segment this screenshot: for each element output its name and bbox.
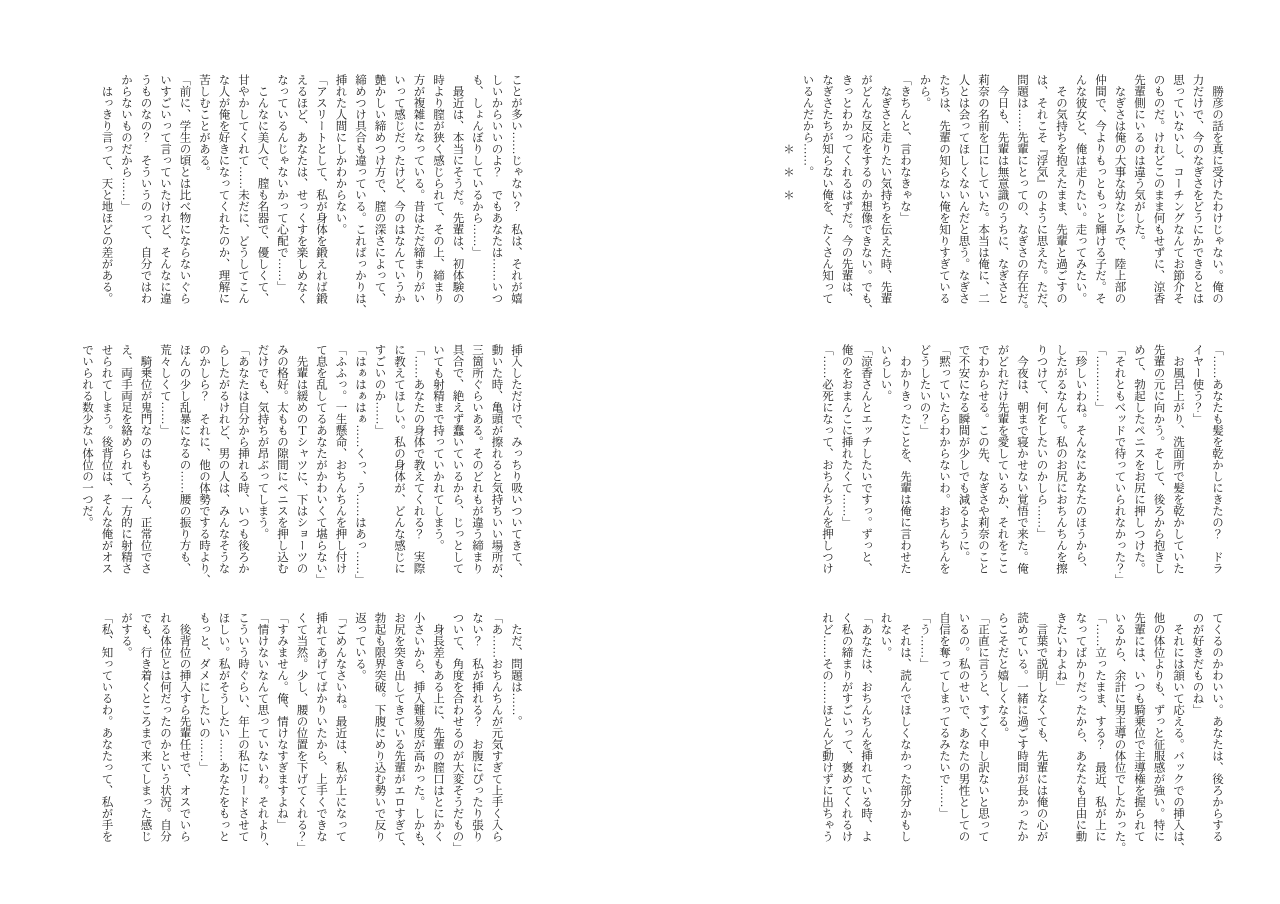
text-line: ついて、角度を合わせるのが大変そうだもの」	[451, 612, 464, 854]
text-line: も、しょんぼりしているから……」	[471, 74, 483, 258]
text-line: 時より膣が狭く感じられて、その上、締まり	[432, 74, 444, 304]
text-line: いるの。私のせいで、あなたの男性としての	[957, 612, 970, 842]
text-line: めて、勃起したペニスをお尻に押しつけた。	[1133, 344, 1145, 574]
text-line: いって感じだったけど、今のはなんていうか	[393, 74, 405, 304]
text-line: なぎさと走りたい気持ちを伝えた時、先輩	[879, 74, 892, 304]
text-line: みの格好。太ももの隙間にペニスを押し込む	[276, 344, 288, 574]
text-line: その気持ちを抱えたまま、先輩と過ごすの	[1055, 74, 1067, 304]
text-line: 「あ……おちんちんが元気すぎて上手く入ら	[490, 612, 503, 842]
text-line: いるから、余計に男主導の体位でしたかった。	[1113, 612, 1126, 854]
text-line: お尻を突き出してきている先輩がエロすぎて、	[393, 612, 405, 854]
text-line: から。	[918, 74, 931, 109]
text-line: らしたがるけれど、男の人は、みんなそうな	[217, 344, 230, 574]
text-line: てくるのかわいい。あなたは、後ろからする	[1211, 612, 1223, 842]
text-line: でも、行き着くところまで来てしまった感じ	[139, 612, 152, 842]
text-line: ことが多い……じゃない？ 私は、それが嬉	[510, 74, 522, 304]
text-line: 先輩には、いつも騎乗位で主導権を握られて	[1133, 612, 1145, 842]
text-line: いすごいって言っていたけれど、そんなに違	[159, 74, 171, 304]
text-line: 「すみません。俺、情けなすぎますよね」	[276, 612, 288, 831]
text-line: 「きちんと、言わなきゃな」	[899, 74, 911, 224]
text-line: 「はぁはぁはぁ……くっ、う……はあっ……」	[354, 344, 366, 586]
page-right	[640, 0, 1280, 904]
text-line: は、それこそ『浮気』のように思えた。ただ、	[1035, 74, 1048, 316]
text-line: 「私、知っているわ。あなたって、私が手を	[100, 612, 113, 842]
text-line: 挿れた人間にしかわからない。	[334, 74, 347, 235]
text-line: がする。	[120, 612, 132, 658]
text-line: えるほど、あなたは、せっくすを楽しめなく	[295, 74, 308, 304]
text-line: 身長差もある上に、先輩の膣口はとにかく	[432, 612, 444, 842]
text-line: 問題は……先輩にとっての、なぎさの存在だ。	[1016, 74, 1028, 316]
text-line: 自信を奪ってしまってるみたいで……」	[938, 612, 950, 819]
text-block-right-top	[778, 74, 1227, 316]
text-line: 小さいから、挿入難易度が高かった。しかも、	[412, 612, 425, 854]
text-line: しいからいいのよ？ でもあなたは……いつ	[490, 74, 503, 304]
text-line: 「…………」	[1094, 344, 1106, 413]
text-line: て息を乱してるあなたがかわいくて堪らない」	[315, 344, 327, 586]
text-line: 人とは会ってほしくないんだと思う。なぎさ	[957, 74, 970, 304]
text-line: んな彼女と、俺は走りたい。走ってみたい。	[1074, 74, 1087, 304]
text-line: 今日も、先輩は無意識のうちに、なぎさと	[996, 74, 1009, 304]
text-line: ＊ ＊ ＊	[782, 74, 794, 201]
text-line: で不安になる瞬間が少しでも減るように。	[957, 344, 970, 563]
text-line: 「あなたは自分から挿れる時、いつも後ろか	[237, 344, 249, 574]
text-line: 「それともベッドで待っていられなかった？」	[1113, 344, 1126, 586]
text-line: な人が俺を好きになってくれたのか、理解に	[217, 74, 230, 304]
text-line: ほんの少し乱暴になるの……腰の振り方も、	[178, 344, 191, 574]
text-line: きっとわかってくれるはずだ。今の先輩は、	[840, 74, 853, 304]
text-line: わかりきったことを、先輩は俺に言わせた	[899, 344, 911, 574]
text-line: せられてしまう。後背位は、そんな俺がオス	[100, 344, 113, 574]
text-line: 最近は、本当にそうだ。先輩は、初体験の	[451, 74, 464, 304]
text-line: 先輩の元に向かう。そして、後ろから抱きし	[1152, 344, 1165, 574]
text-line: れる体位とは何だったのかという状況。自分	[159, 612, 171, 842]
text-line: 「……あなたの身体で教えてくれる？ 実際	[412, 344, 425, 574]
text-line: ほしい。私がそうしたい……あなたをもっと	[217, 612, 230, 842]
text-line: 力だけで、今のなぎさをどうにかできるとは	[1191, 74, 1204, 304]
text-line: 先輩は緩めのＴシャツに、下はショーツの	[295, 344, 308, 574]
text-line: くて当然。少し、腰の位置を下げてくれる？」	[295, 612, 308, 854]
text-line: 「ふふっ。一生懸命、おちんちんを押し付け	[334, 344, 347, 574]
text-line: 「珍しいわね。そんなにあなたのほうから、	[1074, 344, 1087, 574]
text-line: のものだ。けれどこのまま何もせずに、涼香	[1152, 74, 1165, 304]
text-line: 「前に、学生の頃とは比べ物にならないぐら	[178, 74, 191, 304]
text-line: 「……あなたも髪を乾かしにきたの？ ドラ	[1211, 344, 1223, 574]
text-block-right-middle	[817, 344, 1227, 586]
text-line: イヤー使う？」	[1191, 344, 1204, 425]
text-line: 「正直に言うと、すごく申し訳ないと思って	[977, 612, 989, 842]
text-line: お風呂上がり、洗面所で髪を乾かしていた	[1172, 344, 1184, 574]
text-line: いるんだから……。	[801, 74, 814, 178]
text-line: 勝彦の話を真に受けたわけじゃない。俺の	[1211, 74, 1223, 304]
text-line: なってばかりだったから、あなたも自由に動	[1074, 612, 1087, 842]
text-line: こんなに美人で、膣も名器で、優しくて、	[256, 74, 269, 304]
text-line: 「アスリートとして、私が身体を鍛えれば鍛	[315, 74, 327, 304]
text-line: 読めている。一緒に過ごす時間が長かったか	[1016, 612, 1028, 842]
text-line: 苦しむことがある。	[198, 74, 210, 178]
text-line: れない。	[879, 612, 892, 658]
text-line: はっきり言って、天と地ほどの差がある。	[100, 74, 113, 304]
text-line: 「ごめんなさいね。最近は、私が上になって	[334, 612, 347, 842]
text-line: 思っていないし、コーチングなんてお節介そ	[1172, 74, 1184, 304]
text-line: なぎさたちが知らない俺を、たくさん知って	[821, 74, 833, 304]
text-line: 俺のをおまんこに挿れたくて……」	[840, 344, 853, 528]
text-line: 仲間で、今よりもっともっと輝ける子だ。そ	[1094, 74, 1106, 304]
text-line: に教えてほしい。私の身体が、どんな感じに	[393, 344, 405, 574]
text-line: 「う……」	[918, 612, 931, 670]
text-line: のが好きだものね」	[1191, 612, 1204, 716]
text-line: うものなの？ そういうのって、自分ではわ	[139, 74, 152, 304]
text-line: 挿れてあげてばかりいたから、上手くできな	[315, 612, 327, 842]
text-line: 動いた時、亀頭が擦れると気持ちいい場所が、	[490, 344, 503, 586]
text-line: こういう時ぐらい、年上の私にリードさせて	[237, 612, 249, 842]
text-line: 「……立ったまま、する？ 最近、私が上に	[1094, 612, 1106, 842]
text-block-left-bottom	[96, 612, 525, 854]
text-line: ただ、問題は……。	[510, 612, 522, 727]
text-line: らこそだと嬉しくなる。	[996, 612, 1009, 739]
text-line: 「黙っていたらわからないわ。おちんちんを	[938, 344, 950, 574]
text-line: 「あなたは、おちんちんを挿れている時、よ	[860, 612, 872, 842]
text-block-left-top	[96, 74, 525, 316]
text-line: それには頷いて応える。バックでの挿入は、	[1172, 612, 1184, 854]
text-line: 言葉で説明しなくても、先輩には俺の心が	[1035, 612, 1048, 842]
text-line: 甘やかしてくれて……未だに、どうしてこん	[237, 74, 249, 304]
text-line: なぎさは俺の大事な幼なじみで、陸上部の	[1113, 74, 1126, 304]
text-line: すごいのか……」	[373, 344, 386, 436]
text-line: 挿入しただけで、みっちり吸いついてきて、	[510, 344, 522, 574]
text-block-left-middle	[77, 344, 526, 586]
text-line: く私の締まりがすごいって、褒めてくれるけ	[840, 612, 853, 842]
text-line: え、両手両足を絡められて、一方的に射精さ	[120, 344, 132, 574]
text-line: きたいわよね」	[1055, 612, 1067, 693]
text-line: 艶かしい締めつけ方で、膣の深さによって、	[373, 74, 386, 304]
text-line: 荒々しくて……」	[159, 344, 171, 436]
text-line: 莉奈の名前を口にしていた。本当は俺に、二	[977, 74, 989, 304]
text-line: 騎乗位が鬼門なのはもちろん、正常位でさ	[139, 344, 152, 574]
text-line: 「情けないなんて思っていないわ。それより、	[256, 612, 269, 854]
text-line: がどんな反応をするのか想像できない。でも、	[860, 74, 872, 316]
text-line: 先輩側にいるのは違う気がした。	[1133, 74, 1145, 247]
text-line: それは、読んでほしくなかった部分かもし	[899, 612, 911, 842]
text-line: なっているんじゃないかって心配で……」	[276, 74, 288, 293]
text-line: 具合で、絶えず蠢いているから、じっとして	[451, 344, 464, 574]
text-line: 方が複雑になっている。昔はただ締まりがい	[412, 74, 425, 304]
text-line: いらしい。	[879, 344, 892, 402]
text-line: たちは、先輩の知らない俺を知りすぎている	[938, 74, 950, 304]
text-line: 返っている。	[354, 612, 366, 681]
text-line: でいられる数少ない体位の一つだ。	[81, 344, 93, 528]
text-line: だけでも、気持ちが昂ぶってしまう。	[256, 344, 269, 540]
text-line: 後背位の挿入すら先輩任せで、オスでいら	[178, 612, 191, 842]
text-line: どうしたいの？」	[918, 344, 931, 436]
text-line: いても射精まで持っていかれてしまう。	[432, 344, 444, 551]
text-line: でわからせる。この先、なぎさや莉奈のこと	[977, 344, 989, 574]
text-line: もっと、ダメにしたいの……」	[198, 612, 210, 773]
text-line: 他の体位よりも、ずっと征服感が強い。特に	[1152, 612, 1165, 842]
text-line: りつけて、何をしたいのかしら……」	[1035, 344, 1048, 540]
text-line: 三箇所ぐらいある。そのどれもが違う締まり	[471, 344, 483, 574]
text-line: のかしら？ それに、他の体勢でする時より、	[198, 344, 210, 586]
text-line: れど……その……ほとんど動けずに出ちゃう	[821, 612, 833, 842]
text-line: したがるなんて。私のお尻におちんちんを擦	[1055, 344, 1067, 574]
text-block-right-bottom	[817, 612, 1227, 854]
text-line: 「涼香さんとエッチしたいですっ。ずっと、	[860, 344, 872, 574]
text-line: 締めつけ具合も違っている。こればっかりは、	[354, 74, 366, 316]
text-line: がどれだけ先輩を愛しているか、それをここ	[996, 344, 1009, 574]
text-line: 今夜は、朝まで寝かせない覚悟で来た。俺	[1016, 344, 1028, 574]
text-line: 「……必死になって、おちんちんを押しつけ	[821, 344, 833, 574]
text-line: 勃起も限界突破。下腹にめり込む勢いで反り	[373, 612, 386, 842]
text-line: ない？ 私が挿れる？ お腹にぴったり張り	[471, 612, 483, 842]
text-line: からないものだから……」	[120, 74, 132, 212]
